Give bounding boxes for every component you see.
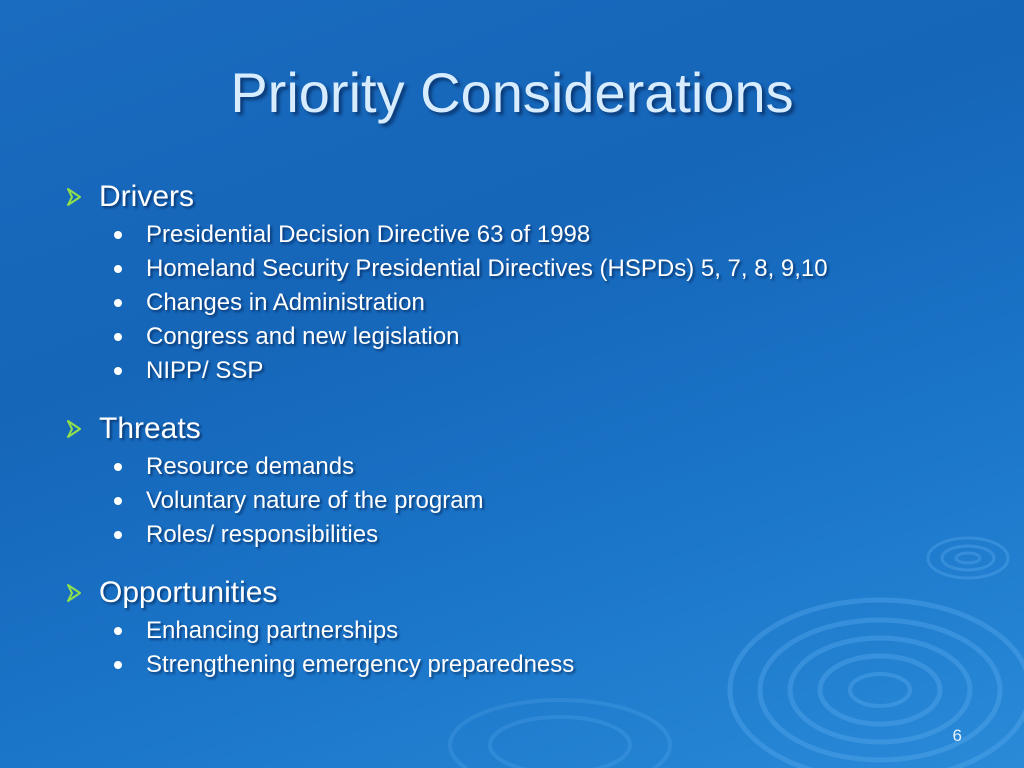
list-item-text: Changes in Administration bbox=[146, 289, 425, 316]
section-opportunities bbox=[62, 572, 1002, 682]
section-heading bbox=[62, 176, 1002, 218]
list-item bbox=[62, 648, 1002, 682]
dot-bullet-icon bbox=[114, 661, 122, 669]
section-label-opportunities: Opportunities bbox=[99, 576, 278, 609]
list-item-text: Strengthening emergency preparedness bbox=[146, 651, 575, 678]
list-item bbox=[62, 450, 1002, 484]
slide-content bbox=[62, 176, 1002, 702]
section-heading bbox=[62, 408, 1002, 450]
opportunities-list bbox=[62, 614, 1002, 682]
dot-bullet-icon bbox=[114, 627, 122, 635]
threats-list bbox=[62, 450, 1002, 552]
arrow-bullet-icon bbox=[62, 185, 86, 209]
dot-bullet-icon bbox=[114, 367, 122, 375]
arrow-bullet-icon bbox=[62, 417, 86, 441]
arrow-bullet-icon bbox=[62, 581, 86, 605]
list-item bbox=[62, 286, 1002, 320]
section-threats bbox=[62, 408, 1002, 552]
dot-bullet-icon bbox=[114, 531, 122, 539]
drivers-list bbox=[62, 218, 1002, 388]
page-number: 6 bbox=[952, 726, 962, 745]
list-item bbox=[62, 320, 1002, 354]
section-heading bbox=[62, 572, 1002, 614]
dot-bullet-icon bbox=[114, 299, 122, 307]
list-item-text: Congress and new legislation bbox=[146, 323, 460, 350]
section-drivers bbox=[62, 176, 1002, 388]
list-item bbox=[62, 518, 1002, 552]
list-item bbox=[62, 484, 1002, 518]
list-item bbox=[62, 614, 1002, 648]
list-item-text: Voluntary nature of the program bbox=[146, 487, 484, 514]
list-item-text: Roles/ responsibilities bbox=[146, 521, 379, 548]
list-item-text: Enhancing partnerships bbox=[146, 617, 399, 644]
list-item-text: Resource demands bbox=[146, 453, 355, 480]
list-item-text: Presidential Decision Directive 63 of 1998 bbox=[146, 221, 591, 248]
list-item bbox=[62, 218, 1002, 252]
dot-bullet-icon bbox=[114, 333, 122, 341]
section-label-drivers: Drivers bbox=[99, 180, 194, 213]
dot-bullet-icon bbox=[114, 497, 122, 505]
dot-bullet-icon bbox=[114, 231, 122, 239]
list-item-text: Homeland Security Presidential Directives (HSPDs) 5, 7, 8, 9,10 bbox=[146, 255, 828, 282]
slide-title: Priority Considerations bbox=[230, 61, 794, 124]
list-item-text: NIPP/ SSP bbox=[146, 357, 264, 384]
list-item bbox=[62, 252, 1002, 286]
section-label-threats: Threats bbox=[99, 412, 201, 445]
list-item bbox=[62, 354, 1002, 388]
dot-bullet-icon bbox=[114, 265, 122, 273]
dot-bullet-icon bbox=[114, 463, 122, 471]
